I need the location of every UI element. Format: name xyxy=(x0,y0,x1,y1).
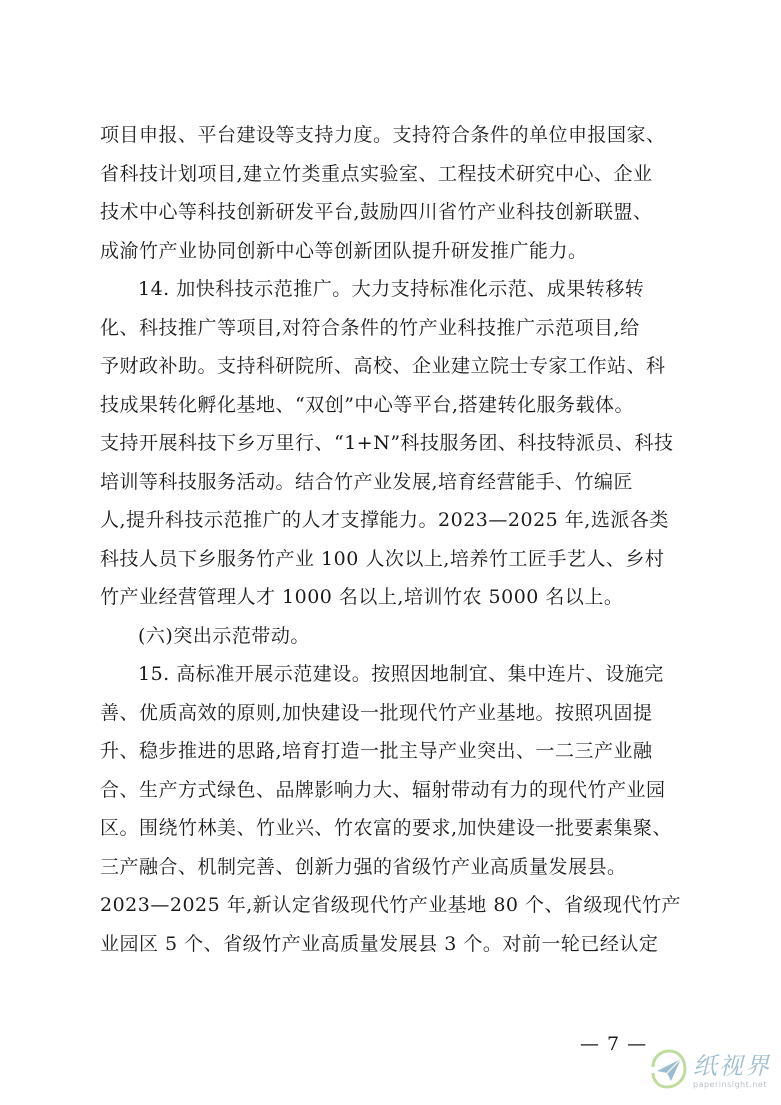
paragraph-heading-14: 14. 加快科技示范推广。大力支持标准化示范、成果转移转 xyxy=(138,278,645,300)
text-line: 省科技计划项目,建立竹类重点实验室、工程技术研究中心、企业 xyxy=(100,162,653,185)
paper-plane-logo-icon xyxy=(647,1045,691,1095)
watermark-title: 纸视界 xyxy=(693,1051,771,1080)
text-line: 化、科技推广等项目,对符合条件的竹产业科技推广示范项目,给 xyxy=(100,316,640,339)
watermark-url: paperinsight.net xyxy=(693,1079,767,1089)
page-number: — 7 — xyxy=(580,1033,648,1055)
document-body xyxy=(100,116,685,963)
text-line: 业园区 5 个、省级竹产业高质量发展县 3 个。对前一轮已经认定 xyxy=(100,932,659,955)
text-line: 升、稳步推进的思路,培育打造一批主导产业突出、一二三产业融 xyxy=(100,740,653,762)
text-line: 2023—2025 年,新认定省级现代竹产业基地 80 个、省级现代竹产 xyxy=(100,894,682,916)
text-line: 予财政补助。支持科研院所、高校、企业建立院士专家工作站、科 xyxy=(100,355,666,377)
text-line: 成渝竹产业协同创新中心等创新团队提升研发推广能力。 xyxy=(100,239,588,262)
text-line: 支持开展科技下乡万里行、“1+N”科技服务团、科技特派员、科技 xyxy=(100,432,674,454)
text-line: 竹产业经营管理人才 1000 名以上,培训竹农 5000 名以上。 xyxy=(100,586,624,608)
section-heading: (六)突出示范带动。 xyxy=(138,624,310,647)
text-line: 技术中心等科技创新研发平台,鼓励四川省竹产业科技创新联盟、 xyxy=(100,201,653,223)
text-line: 科技人员下乡服务竹产业 100 人次以上,培养竹工匠手艺人、乡村 xyxy=(100,547,665,570)
text-line: 区。围绕竹林美、竹业兴、竹农富的要求,加快建设一批要素集聚、 xyxy=(100,817,673,839)
text-line: 善、优质高效的原则,加快建设一批现代竹产业基地。按照巩固提 xyxy=(100,701,653,724)
text-line: 技成果转化孵化基地、“双创”中心等平台,搭建转化服务载体。 xyxy=(100,393,634,416)
text-line: 合、生产方式绿色、品牌影响力大、辐射带动有力的现代竹产业园 xyxy=(100,778,666,801)
watermark-text xyxy=(693,1052,771,1089)
watermark xyxy=(647,1037,777,1103)
text-line: 人,提升科技示范推广的人才支撑能力。2023—2025 年,选派各类 xyxy=(100,509,669,531)
text-line: 培训等科技服务活动。结合竹产业发展,培育经营能手、竹编匠 xyxy=(100,470,634,493)
paragraph-heading-15: 15. 高标准开展示范建设。按照因地制宜、集中连片、设施完 xyxy=(138,663,664,685)
text-line: 项目申报、平台建设等支持力度。支持符合条件的单位申报国家、 xyxy=(100,124,666,146)
text-line: 三产融合、机制完善、创新力强的省级竹产业高质量发展县。 xyxy=(100,855,627,878)
